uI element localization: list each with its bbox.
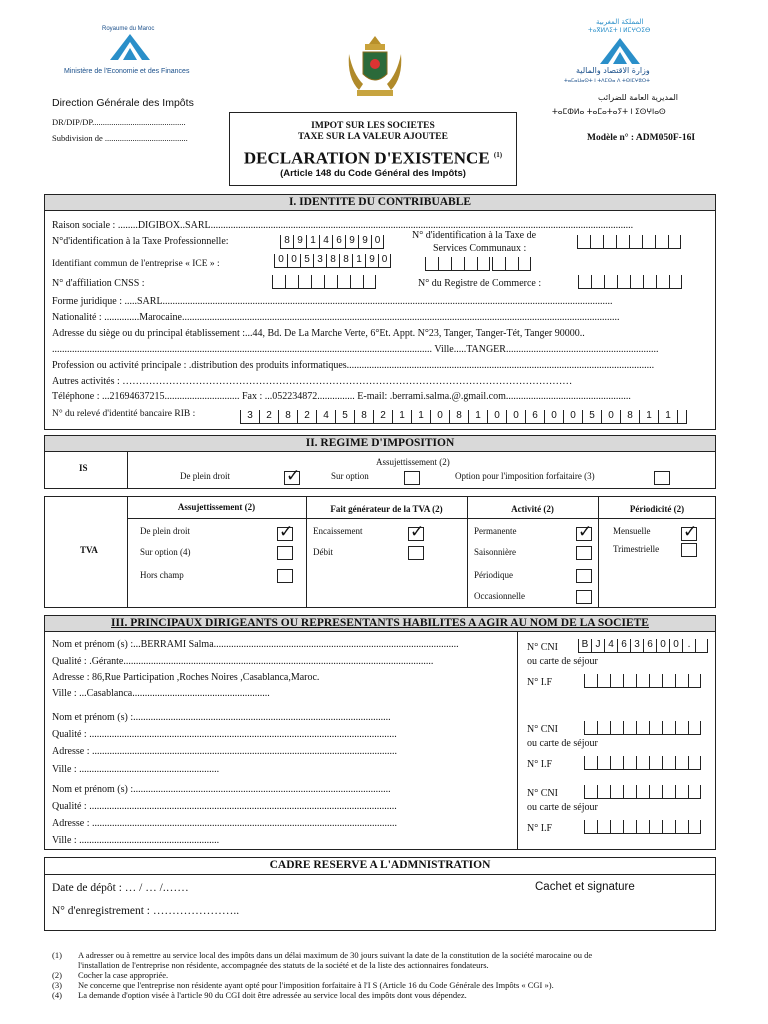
digit [584,674,597,688]
rib-digits[interactable] [240,410,687,424]
digit [324,275,337,289]
footnote [52,980,716,990]
digit [597,785,610,799]
check-mark-icon: ✓ [286,466,301,486]
tsc-digits[interactable] [577,235,681,249]
date-depot[interactable]: Date de dépôt : … / … /.…… [52,882,189,894]
p1-if-digits[interactable] [584,674,701,688]
digit [630,275,643,289]
tva-assuj-plein-droit: De plein droit [140,526,190,536]
check-mark-icon: ✓ [578,522,593,542]
check-mark-icon: ✓ [279,522,294,542]
arabic-direction-label: المديرية العامة للضرائب [598,93,678,102]
p1-adresse: Adresse : 86,Rue Participation ,Roches Noires ,Casablanca,Maroc. [52,672,320,683]
digit [584,756,597,770]
digit [688,721,701,735]
digit: 1 [306,235,319,249]
tva-trimestrielle-checkbox[interactable] [681,543,697,557]
digit [597,721,610,735]
digit [662,674,675,688]
digit [675,721,688,735]
p3-adresse: Adresse : .......................................................................................................................... [52,818,397,829]
tva-col3-title: Activité (2) [511,504,554,514]
p3-cni-digits[interactable] [584,785,701,799]
section4-title: CADRE RESERVE A L'ADMNISTRATION [44,857,716,875]
tifinagh-kingdom-label: ⵜⴰⴳⵍⴷⵉⵜ ⵏ ⵍⵎⵖⵔⵉⴱ [588,27,651,34]
digit [675,785,688,799]
adresse-siege: Adresse du siège ou du principal établissement :...44, Bd. De La Marche Verte, 6°Et. Appt. N°23, Tanger, Tanger-Tét, Tanger 90000.. [52,328,585,339]
digit: 0 [274,254,287,268]
p3-qualite: Qualité : ........................................................................................................................... [52,801,397,812]
tva-saisonniere: Saisonnière [474,547,516,557]
digit: 8 [339,254,352,268]
digit [662,820,675,834]
digit: 3 [240,410,259,424]
check-mark-icon: ✓ [410,522,425,542]
digit: 0 [430,410,449,424]
is-label: IS [79,463,88,473]
p3-sejour-label: ou carte de séjour [527,802,598,813]
digit [662,721,675,735]
digit: J [591,639,604,653]
digit [623,674,636,688]
ville: ........................................................................................................................................................ Ville.....TANGER............................................................. [52,344,659,355]
digit: 9 [365,254,378,268]
tsc-label-2: Services Communaux : [433,243,527,254]
p3-ville: Ville : ........................................................ [52,835,220,846]
digit [649,674,662,688]
digit [604,275,617,289]
digit [438,257,451,271]
digit [337,275,350,289]
digit [668,235,681,249]
digit: 0 [544,410,563,424]
rib-label: N° du relevé d'identité bancaire RIB : [52,409,196,419]
numero-enregistrement[interactable]: N° d'enregistrement : ………………….. [52,905,240,917]
digit: 0 [563,410,582,424]
digit [603,235,616,249]
p2-sejour-label: ou carte de séjour [527,738,598,749]
p1-sejour-label: ou carte de séjour [527,656,598,667]
footnote [52,990,716,1000]
tifinagh-ministry-label: ⵜⴰⵎⴰⵡⴰⵙⵜ ⵏ ⵜⴷⵎⵙⴰ ⴷ ⵜⵙⵏⵎⵖⵓⵔⵜ [564,78,651,84]
autres-activites: Autres activités : ……………………………………………………………………………………………………………………… [52,376,573,387]
tva-saisonniere-checkbox[interactable] [576,546,592,560]
digit [675,674,688,688]
p1-cni-label: N° CNI [527,642,558,653]
digit: 8 [326,254,339,268]
is-forfaitaire-checkbox[interactable] [654,471,670,485]
p1-ville: Ville : ...Casablanca....................................................... [52,688,270,699]
tva-col1-title: Assujettissement (2) [177,502,256,512]
digit: 6 [643,639,656,653]
tp-label: N°d'identification à la Taxe Professionnelle: [52,236,229,247]
ice-digits-c[interactable] [492,257,531,271]
footnote [52,950,716,960]
tva-occasionnelle: Occasionnelle [474,591,525,601]
digit [311,275,324,289]
digit: 8 [278,410,297,424]
p1-qualite: Qualité : .Gérante............................................................................................................................ [52,656,434,667]
footnote-text: La demande d'option visée à l'article 90 du CGI doit être adressée au service local des impôts dont vous dépendez. [78,990,467,1000]
cnss-label: N° d'affiliation CNSS : [52,278,145,289]
p1-cni-digits[interactable] [578,639,708,653]
title-article: (Article 148 du Code Général des Impôts) [280,168,466,179]
digit [629,235,642,249]
digit [285,275,298,289]
footnotes [52,950,716,1000]
digit [675,756,688,770]
digit [584,785,597,799]
digit [617,275,630,289]
digit: 6 [332,235,345,249]
digit [610,721,623,735]
kingdom-label: Royaume du Maroc [102,26,155,32]
cachet-signature: Cachet et signature [535,881,635,893]
nationalite: Nationalité : ..............Marocaine............................................................................................................................................................................... [52,312,620,323]
digit [636,785,649,799]
digit [623,721,636,735]
digit: 1 [392,410,411,424]
footnote-text: l'installation de l'entreprise non résidente, accompagnée des statuts de la société et de la liste des actionnaires fondateurs. [78,960,489,970]
digit: 0 [378,254,391,268]
section1-title: I. IDENTITE DU CONTRIBUABLE [44,194,716,211]
digit [464,257,477,271]
tsc-label-1: N° d'identification à la Taxe de [412,230,537,241]
digit [649,785,662,799]
tva-trimestrielle: Trimestrielle [613,544,660,554]
tva-occasionnelle-checkbox[interactable] [576,590,592,604]
digit: 1 [411,410,430,424]
title-line-tva: TAXE SUR LA VALEUR AJOUTEE [298,132,448,142]
rc-label: N° du Registre de Commerce : [418,278,542,289]
digit [577,235,590,249]
p2-ville: Ville : ........................................................ [52,764,220,775]
digit [688,756,701,770]
digit [591,275,604,289]
p2-cni-label: N° CNI [527,724,558,735]
digit [649,820,662,834]
tva-periodique-checkbox[interactable] [576,569,592,583]
digit: 0 [601,410,620,424]
digit [636,721,649,735]
raison-sociale: Raison sociale : ........DIGIBOX..SARL......................................................................................................................................................................... [52,220,634,231]
tva-plein-droit-checkbox[interactable] [277,522,294,542]
p2-if-digits[interactable] [584,756,701,770]
tva-col2-title: Fait générateur de la TVA (2) [330,504,443,514]
digit: 4 [319,235,332,249]
digit: 0 [506,410,525,424]
digit: 0 [487,410,506,424]
digit: 5 [335,410,354,424]
digit [623,820,636,834]
is-plein-droit-checkbox[interactable] [284,466,301,486]
footnote-num: (4) [52,990,62,1000]
digit: 3 [313,254,326,268]
digit: 6 [617,639,630,653]
ministry-logo-icon [110,34,150,60]
tp-digits[interactable] [280,235,384,249]
is-opt-sur-option: Sur option [331,471,369,481]
digit [610,820,623,834]
rc-digits[interactable] [578,275,682,289]
digit [649,756,662,770]
digit: 2 [297,410,316,424]
tva-hors-champ-checkbox[interactable] [277,569,293,583]
digit: 0 [287,254,300,268]
tva-col4-title: Périodicité (2) [629,504,685,514]
is-opt-forfaitaire: Option pour l'imposition forfaitaire (3) [455,471,595,481]
digit: 1 [352,254,365,268]
digit: 8 [620,410,639,424]
footnote-text: Cocher la case appropriée. [78,970,169,980]
page-title [230,145,516,169]
is-assuj-title: Assujettissement (2) [376,457,450,467]
footnote-num: (1) [52,950,62,960]
ministry-logo-left [64,22,204,92]
digit: 2 [259,410,278,424]
digit [655,235,668,249]
footnote-text: Ne concerne que l'entreprise non résidente ayant opté pour l'imposition forfaitaire à l'I S (Article 16 du Code Générale des Impôts « CGI »). [78,980,554,990]
tva-assuj-sur-option: Sur option (4) [140,547,191,557]
forme-juridique: Forme juridique : .....SARL.................................................................................................................................................................................... [52,296,613,307]
digit [477,257,490,271]
digit [656,275,669,289]
digit [636,756,649,770]
digit [451,257,464,271]
footnote-text: A adresser ou à remettre au service local des impôts dans un délai maximum de 30 jours suivant la date de la constitution de la société marocaine ou de [78,950,593,960]
digit [649,721,662,735]
direction-label: Direction Générale des Impôts [52,97,194,109]
p3-cni-label: N° CNI [527,788,558,799]
arabic-ministry-label: وزارة الاقتصاد والمالية [576,66,650,75]
ice-label: Identifiant commun de l'entreprise « ICE » : [52,259,220,269]
tva-mensuelle: Mensuelle [613,526,651,536]
subdivision-label: Subdivision de ....................................... [52,133,188,143]
p2-nom: Nom et prénom (s) :....................................................................................................... [52,712,391,723]
ministry-label: Ministère de l'Economie et des Finances [64,68,190,75]
tva-sur-option-checkbox[interactable] [277,546,293,560]
digit [597,820,610,834]
digit [350,275,363,289]
digit [610,674,623,688]
digit: 0 [371,235,384,249]
p2-adresse: Adresse : .......................................................................................................................... [52,746,397,757]
digit: 8 [280,235,293,249]
digit: 5 [582,410,601,424]
digit: 9 [293,235,306,249]
digit [695,639,708,653]
digit [584,820,597,834]
tva-permanente-checkbox[interactable] [576,522,593,542]
digit [610,785,623,799]
section3-title: III. PRINCIPAUX DIRIGEANTS OU REPRESENTANTS HABILITES A AGIR AU NOM DE LA SOCIETE [44,615,716,632]
digit: 5 [300,254,313,268]
digit: 0 [656,639,669,653]
p1-nom: Nom et prénom (s) :...BERRAMI Salma.................................................................................................. [52,639,459,650]
digit [643,275,656,289]
digit [688,674,701,688]
digit [623,756,636,770]
modele-number: Modèle n° : ADM050F-16I [587,133,696,143]
page-title-note: (1) [493,151,503,159]
digit [688,820,701,834]
page-title-text: DECLARATION D'EXISTENCE [243,148,490,168]
footnote [52,970,716,980]
title-line-is: IMPOT SUR LES SOCIETES [311,121,435,131]
profession: Profession ou activité principale : .distribution des produits informatiques........................................................................................................................... [52,360,655,371]
digit [616,235,629,249]
p2-cni-digits[interactable] [584,721,701,735]
digit: 8 [354,410,373,424]
digit: 1 [658,410,677,424]
digit [298,275,311,289]
digit [669,275,682,289]
tifinagh-direction-label: ⵜⴰⵎⵀⵍⴰ ⵜⴰⵎⴰⵜⴰⵢⵜ ⵏ ⵉⵙⵖⵏⴰⵙ [552,107,666,116]
check-mark-icon: ✓ [683,522,698,542]
ice-digits-b[interactable] [425,257,490,271]
digit [578,275,591,289]
digit [272,275,285,289]
title-box [229,112,517,186]
footnote-num: (3) [52,980,62,990]
p3-if-digits[interactable] [584,820,701,834]
digit [584,721,597,735]
digit: 3 [630,639,643,653]
royal-emblem [345,34,405,104]
digit [363,275,376,289]
tva-encaissement-checkbox[interactable] [408,522,425,542]
is-opt-plein-droit: De plein droit [180,471,230,481]
footnote-num [52,960,78,970]
digit: 0 [669,639,682,653]
cnss-digits[interactable] [272,275,376,289]
digit [597,756,610,770]
digit: 8 [449,410,468,424]
p3-nom: Nom et prénom (s) :....................................................................................................... [52,784,391,795]
is-sur-option-checkbox[interactable] [404,471,420,485]
digit [662,785,675,799]
digit [636,674,649,688]
digit [518,257,531,271]
telephone-fax-email: Téléphone : ...21694637215.............................. Fax : ...052234872............... E-mail: .berrami.salma.@.gmail.com.................................................. [52,391,631,402]
digit [675,820,688,834]
digit [590,235,603,249]
p3-if-label: N° I.F [527,823,553,834]
tva-periodique: Périodique [474,570,513,580]
digit [662,756,675,770]
footnote-num: (2) [52,970,62,980]
tva-permanente: Permanente [474,526,517,536]
digit: 1 [639,410,658,424]
tva-mensuelle-checkbox[interactable] [681,522,698,542]
dr-dip-dp-label: DR/DIP/DP............................................ [52,117,186,127]
section2-title: II. REGIME D'IMPOSITION [44,435,716,452]
p2-qualite: Qualité : ........................................................................................................................... [52,729,397,740]
digit: B [578,639,591,653]
footnote [52,960,716,970]
digit: 4 [316,410,335,424]
digit [492,257,505,271]
digit: 1 [468,410,487,424]
ministry-logo-right-icon [600,38,640,64]
ice-digits[interactable] [274,254,391,268]
digit: 2 [373,410,392,424]
digit [505,257,518,271]
digit: 6 [525,410,544,424]
digit: 9 [345,235,358,249]
digit [623,785,636,799]
p1-if-label: N° I.F [527,677,553,688]
digit [425,257,438,271]
digit [597,674,610,688]
tva-label: TVA [80,545,98,555]
digit [677,410,687,424]
arabic-kingdom-label: المملكة المغربية [596,18,644,26]
digit: 9 [358,235,371,249]
digit: 4 [604,639,617,653]
tva-encaissement: Encaissement [313,526,363,536]
p2-if-label: N° I.F [527,759,553,770]
digit [636,820,649,834]
tva-debit: Débit [313,547,333,557]
tva-assuj-hors-champ: Hors champ [140,570,184,580]
digit: . [682,639,695,653]
digit [610,756,623,770]
tva-debit-checkbox[interactable] [408,546,424,560]
digit [688,785,701,799]
digit [642,235,655,249]
